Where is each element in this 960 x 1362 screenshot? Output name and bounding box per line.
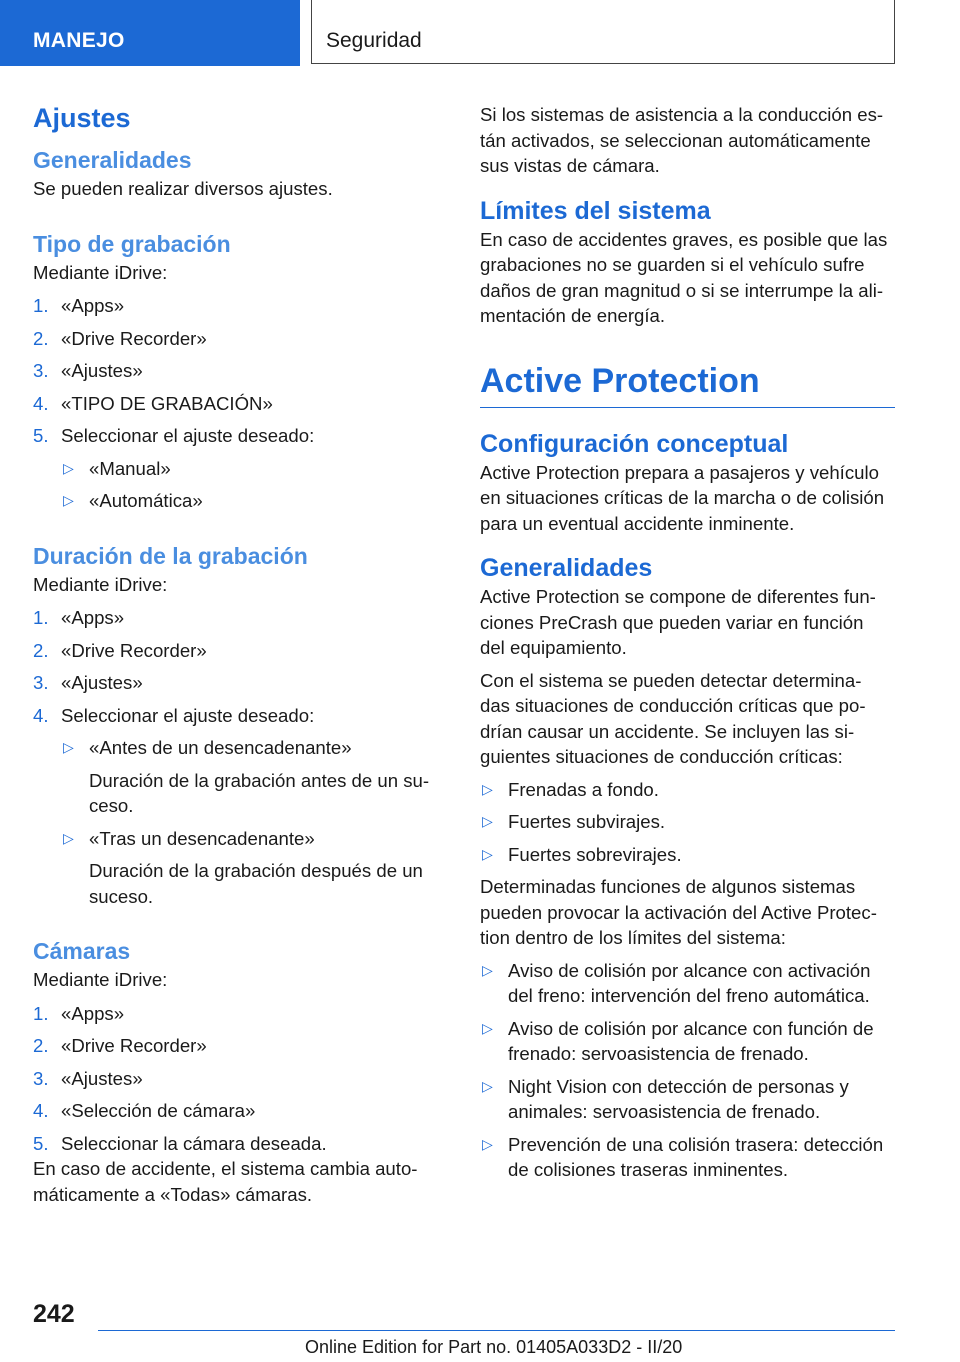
generalidades-heading-right: Generalidades xyxy=(480,554,653,582)
list-item: 3. «Ajustes» xyxy=(33,1067,143,1089)
list-item: ▷ «Automática» xyxy=(61,488,443,514)
list-item: 1. «Apps» xyxy=(33,295,125,316)
camaras-text: máticamente a «Todas» cámaras. xyxy=(33,1183,313,1205)
list-item: 4. «TIPO DE GRABACIÓN» xyxy=(33,392,273,414)
configuracion-heading: Configuración conceptual xyxy=(480,429,789,458)
tipo-steps xyxy=(33,293,443,514)
intro-text: tán activados, se seleccionan automáticamente xyxy=(480,129,871,151)
generalidades-text: Active Protection se compone de diferentes fun- xyxy=(480,586,876,607)
generalidades-text: del equipamiento. xyxy=(480,637,627,658)
limites-text: mentación de energía. xyxy=(480,305,666,326)
generalidades-text: Se pueden realizar diversos ajustes. xyxy=(33,178,333,199)
configuracion-text: para un eventual accidente inminente. xyxy=(480,512,795,534)
detect-text: Con el sistema se pueden detectar determina- xyxy=(480,669,862,691)
triangle-bullet-icon: ▷ xyxy=(482,961,493,978)
list-item: 2. «Drive Recorder» xyxy=(33,327,207,349)
list-item: ▷ Fuertes subvirajes. xyxy=(480,809,895,835)
list-item: 3. «Ajustes» xyxy=(33,360,143,381)
generalidades-text: ciones PreCrash que pueden variar en función xyxy=(480,611,864,633)
triangle-bullet-icon: ▷ xyxy=(63,829,74,846)
list-item: 5. Seleccionar la cámara deseada. xyxy=(33,1132,327,1154)
chapter-tab: MANEJO xyxy=(0,0,300,66)
page-header xyxy=(0,0,960,66)
camaras-text: En caso de accidente, el sistema cambia auto- xyxy=(33,1158,418,1179)
limites-text: daños de gran magnitud o si se interrumpe la ali- xyxy=(480,279,884,301)
option-description: Duración de la grabación antes de un su- xyxy=(89,769,430,791)
edition-text: Online Edition for Part no. 01405A033D2 - II/20 xyxy=(305,1337,683,1357)
duracion-intro: Mediante iDrive: xyxy=(33,573,168,595)
intro-text: Si los sistemas de asistencia a la conducción es- xyxy=(480,104,884,125)
triangle-bullet-icon: ▷ xyxy=(63,459,74,476)
list-item: ▷ Fuertes sobrevirajes. xyxy=(480,842,895,868)
tipo-heading: Tipo de grabación xyxy=(33,230,231,257)
limites-text: En caso de accidentes graves, es posible que las xyxy=(480,228,888,250)
option-description: suceso. xyxy=(89,885,154,907)
list-item: ▷ «Manual» xyxy=(61,456,443,482)
funcs-text: pueden provocar la activación del Active Protec- xyxy=(480,901,877,923)
triangle-bullet-icon: ▷ xyxy=(482,780,493,797)
section-title: Seguridad xyxy=(311,0,895,64)
list-item: ▷ Night Vision con detección de personas y animales: servoasistencia de frenado. xyxy=(482,1075,849,1122)
list-item: ▷ «Tras un desencadenante» xyxy=(61,826,443,852)
list-item: ▷ «Antes de un desencadenante» xyxy=(61,735,443,761)
triangle-bullet-icon: ▷ xyxy=(482,1019,493,1036)
triangle-bullet-icon: ▷ xyxy=(482,1135,493,1152)
list-item: ▷ Aviso de colisión por alcance con función de frenado: servoasistencia de frenado. xyxy=(482,1017,874,1064)
triangle-bullet-icon: ▷ xyxy=(482,813,493,829)
intro-text: sus vistas de cámara. xyxy=(480,155,660,176)
page-number: 242 xyxy=(33,1300,75,1328)
generalidades-heading: Generalidades xyxy=(33,147,192,173)
list-item: 4. Seleccionar el ajuste deseado: xyxy=(33,704,315,726)
configuracion-text: Active Protection prepara a pasajeros y vehículo xyxy=(480,461,879,483)
triangle-bullet-icon: ▷ xyxy=(482,845,493,862)
detect-text: drían causar un accidente. Se incluyen las si- xyxy=(480,720,855,742)
detect-text: das situaciones de conducción críticas que po- xyxy=(480,695,866,716)
list-item: 1. «Apps» xyxy=(33,607,125,628)
list-item: 2. «Drive Recorder» xyxy=(33,639,207,661)
list-item: ▷ Aviso de colisión por alcance con activación del freno: intervención del freno automática. xyxy=(482,959,871,1006)
list-item: 4. «Selección de cámara» xyxy=(33,1100,256,1121)
triangle-bullet-icon: ▷ xyxy=(63,492,74,508)
list-item: 1. «Apps» xyxy=(33,1002,125,1024)
tipo-intro: Mediante iDrive: xyxy=(33,261,168,283)
triangle-bullet-icon: ▷ xyxy=(482,1077,493,1094)
option-description: Duración de la grabación después de un xyxy=(89,860,423,881)
duracion-heading: Duración de la grabación xyxy=(33,542,308,569)
duracion-steps xyxy=(33,605,443,909)
ajustes-heading: Ajustes xyxy=(33,103,131,133)
active-protection-title: Active Protection xyxy=(480,359,895,408)
camaras-steps xyxy=(33,1001,443,1157)
list-item: 3. «Ajustes» xyxy=(33,672,143,693)
camaras-intro: Mediante iDrive: xyxy=(33,969,168,990)
funcs-text: tion dentro de los límites del sistema: xyxy=(480,927,786,948)
limites-text: grabaciones no se guarden si el vehículo sufre xyxy=(480,254,865,275)
list-item: 5. Seleccionar el ajuste deseado: xyxy=(33,425,315,446)
list-item: ▷ Frenadas a fondo. xyxy=(480,777,895,803)
configuracion-text: en situaciones críticas de la marcha o de colisión xyxy=(480,487,885,508)
right-column xyxy=(480,102,895,1183)
triangle-bullet-icon: ▷ xyxy=(63,739,74,755)
camaras-heading: Cámaras xyxy=(33,938,131,964)
limites-heading: Límites del sistema xyxy=(480,196,711,225)
detect-text: guientes situaciones de conducción críticas: xyxy=(480,746,843,767)
option-description: ceso. xyxy=(89,795,134,816)
footer-divider xyxy=(98,1330,895,1331)
funcs-text: Determinadas funciones de algunos sistemas xyxy=(480,876,856,897)
list-item: ▷ Prevención de una colisión trasera: detección de colisiones traseras inminentes. xyxy=(482,1133,884,1180)
list-item: 2. «Drive Recorder» xyxy=(33,1035,207,1056)
left-column xyxy=(33,100,443,1207)
